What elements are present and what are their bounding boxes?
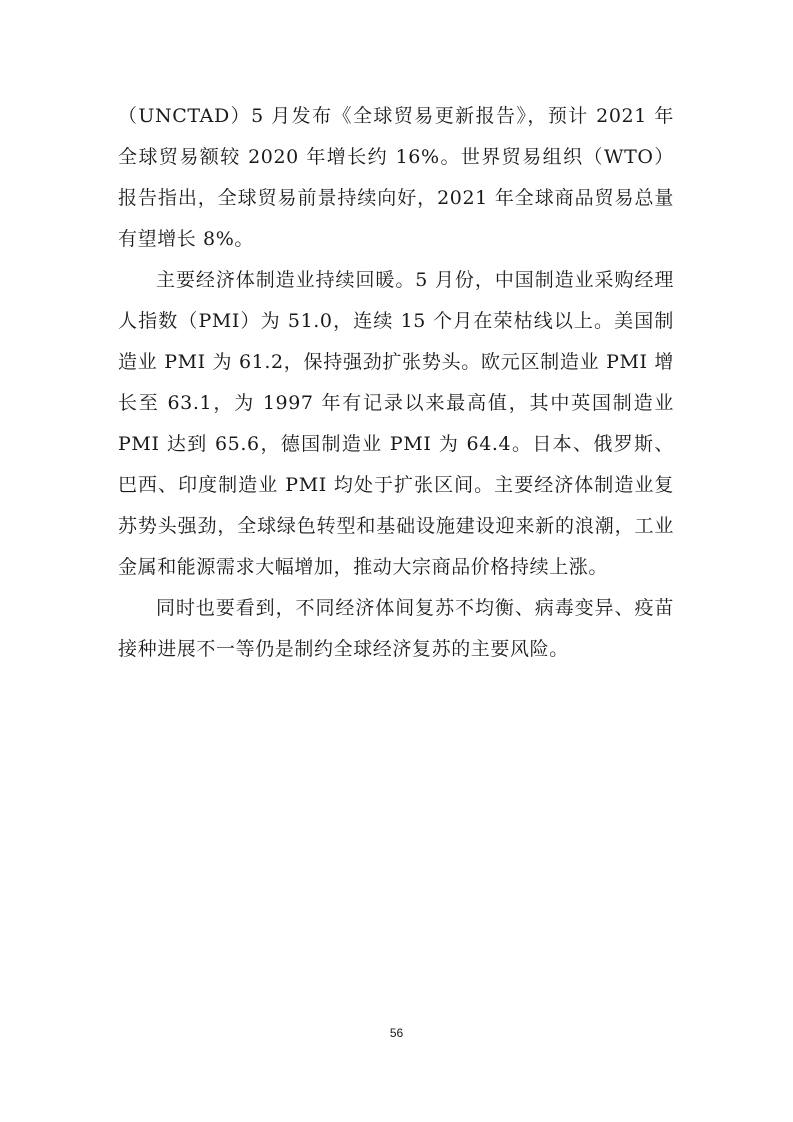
document-body (118, 96, 674, 670)
paragraph-recovery-risks: 同时也要看到，不同经济体间复苏不均衡、病毒变异、疫苗接种进展不一等仍是制约全球经济复苏的主要风险。 (118, 597, 674, 660)
page-number: 56 (389, 1026, 404, 1040)
paragraph-manufacturing-pmi: 主要经济体制造业持续回暖。5 月份，中国制造业采购经理人指数（PMI）为 51.0，连续 15 个月在荣枯线以上。美国制造业 PMI 为 61.2，保持强劲扩张势头。欧元区制造业 PMI 增长至 63.1，为 1997 年有记录以来最高值，其中英国制造业 PMI 达到 65.6，德国制造业 PMI 为 64.4。日本、俄罗斯、巴西、印度制造业 PMI 均处于扩张区间。主要经济体制造业复苏势头强劲，全球绿色转型和基础设施建设迎来新的浪潮，工业金属和能源需求大幅增加，推动大宗商品价格持续上涨。 (118, 269, 674, 578)
paragraph-trade-outlook: （UNCTAD）5 月发布《全球贸易更新报告》，预计 2021 年全球贸易额较 2020 年增长约 16%。世界贸易组织（WTO）报告指出，全球贸易前景持续向好，2021 年全球商品贸易总量有望增长 8%。 (118, 105, 674, 250)
